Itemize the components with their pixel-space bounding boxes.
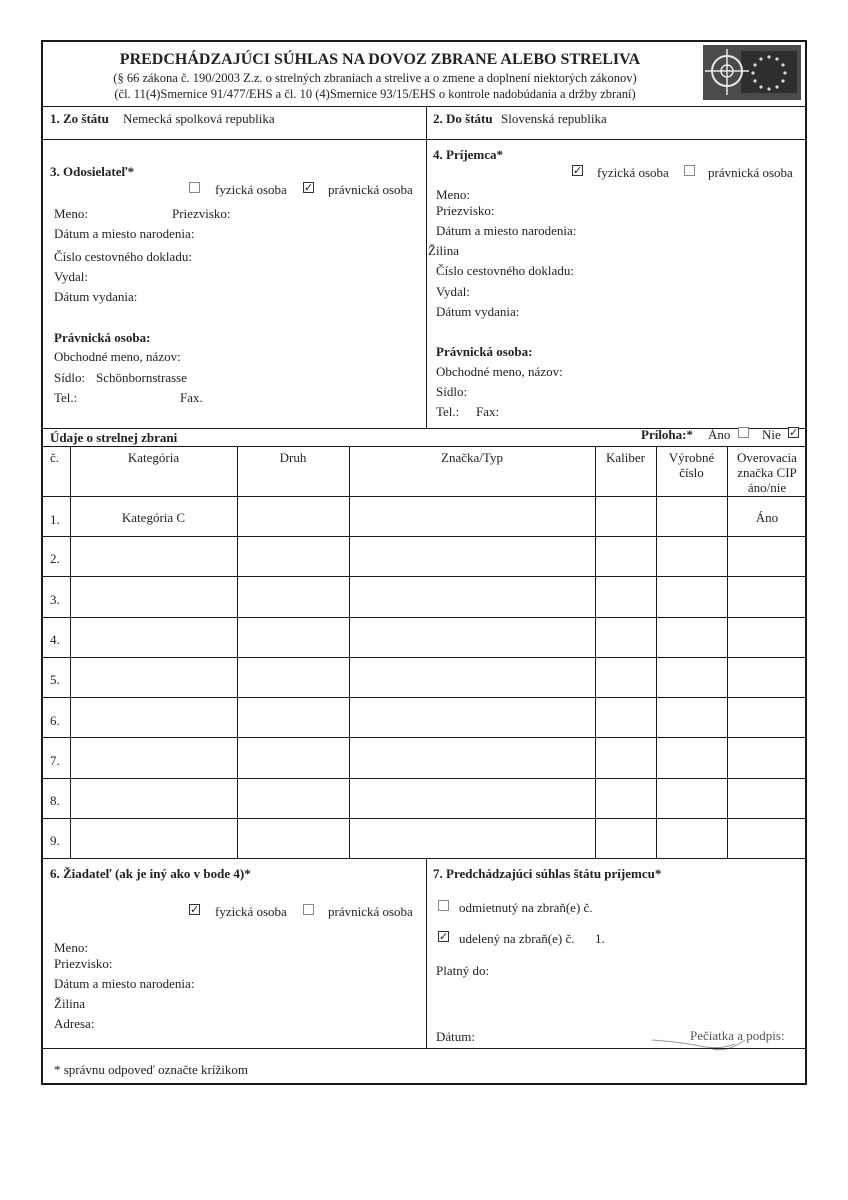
col-header-serial-2: číslo bbox=[679, 465, 704, 480]
recipient-birth-label: Dátum a miesto narodenia: bbox=[436, 223, 577, 238]
recipient-tel-label: Tel.: bbox=[436, 404, 460, 419]
sender-seat-label: Sídlo: bbox=[54, 370, 86, 385]
sender-legal-heading: Právnická osoba: bbox=[54, 330, 151, 345]
recipient-legal-person-label: právnická osoba bbox=[708, 165, 793, 180]
recipient-priezvisko-label: Priezvisko: bbox=[436, 203, 495, 218]
recipient-fax-label: Fax: bbox=[476, 404, 500, 419]
section1-label: 1. Zo štátu bbox=[50, 111, 109, 126]
sender-seat-value: Schönbornstrasse bbox=[96, 370, 187, 385]
section4-label: 4. Príjemca* bbox=[433, 147, 504, 162]
recipient-birth-place: Žilina bbox=[428, 243, 460, 258]
granted-weapon-number: 1. bbox=[595, 931, 605, 946]
sender-priezvisko-label: Priezvisko: bbox=[172, 206, 231, 221]
sender-issue-date-label: Dátum vydania: bbox=[54, 289, 138, 304]
recipient-passport-label: Číslo cestovného dokladu: bbox=[436, 263, 574, 278]
attachment-no-label: Nie bbox=[762, 427, 781, 442]
section6-label: 6. Žiadateľ (ak je iný ako v bode 4)* bbox=[50, 866, 251, 881]
table-row-number: 6. bbox=[50, 713, 60, 728]
stamp-signature-label: Pečiatka a podpis: bbox=[690, 1028, 785, 1043]
recipient-legal-heading: Právnická osoba: bbox=[436, 344, 533, 359]
recipient-company-name-label: Obchodné meno, názov: bbox=[436, 364, 563, 379]
table-row-number: 5. bbox=[50, 672, 60, 687]
signature-icon bbox=[650, 1032, 770, 1058]
recipient-issue-date-label: Dátum vydania: bbox=[436, 304, 520, 319]
table-row-category: Kategória C bbox=[121, 510, 186, 525]
granted-label: udelený na zbraň(e) č. bbox=[459, 931, 575, 946]
col-header-caliber: Kaliber bbox=[606, 450, 645, 465]
attachment-label: Príloha:* bbox=[641, 427, 693, 442]
recipient-seat-label: Sídlo: bbox=[436, 384, 468, 399]
section2-label: 2. Do štátu bbox=[433, 111, 493, 126]
table-row-number: 8. bbox=[50, 793, 60, 808]
section3-label: 3. Odosielateľ* bbox=[50, 164, 135, 179]
recipient-natural-person-checkbox[interactable]: ✓ bbox=[573, 164, 583, 177]
footer-note: * správnu odpoveď označte krížikom bbox=[54, 1062, 248, 1077]
recipient-issued-by-label: Vydal: bbox=[436, 284, 470, 299]
table-row-number: 7. bbox=[50, 753, 60, 768]
sender-fax-label: Fax. bbox=[180, 390, 203, 405]
sender-meno-label: Meno: bbox=[54, 206, 88, 221]
sender-passport-label: Číslo cestovného dokladu: bbox=[54, 249, 192, 264]
col-header-serial-1: Výrobné bbox=[668, 450, 715, 465]
col-header-type: Druh bbox=[279, 450, 307, 465]
weapons-title: Údaje o strelnej zbrani bbox=[50, 430, 178, 445]
applicant-birth-place: Žilina bbox=[54, 996, 86, 1011]
valid-until-label: Platný do: bbox=[436, 963, 490, 978]
col-header-number: č. bbox=[50, 450, 60, 465]
refused-label: odmietnutý na zbraň(e) č. bbox=[459, 900, 593, 915]
applicant-legal-person-checkbox[interactable] bbox=[303, 904, 314, 915]
attachment-no-checkbox[interactable]: ✓ bbox=[789, 426, 799, 439]
sender-natural-person-label: fyzická osoba bbox=[215, 182, 287, 197]
col-header-category: Kategória bbox=[127, 450, 180, 465]
refused-checkbox[interactable] bbox=[438, 900, 449, 911]
attachment-yes-label: Áno bbox=[708, 427, 731, 442]
applicant-birth-label: Dátum a miesto narodenia: bbox=[54, 976, 195, 991]
recipient-natural-person-label: fyzická osoba bbox=[597, 165, 669, 180]
sender-tel-label: Tel.: bbox=[54, 390, 78, 405]
sender-company-name-label: Obchodné meno, názov: bbox=[54, 349, 181, 364]
applicant-address-label: Adresa: bbox=[54, 1016, 95, 1031]
sender-issued-by-label: Vydal: bbox=[54, 269, 88, 284]
from-country-value: Nemecká spolková republika bbox=[123, 111, 275, 126]
table-row-number: 2. bbox=[50, 551, 60, 566]
col-header-cip-1: Overovacia bbox=[737, 450, 797, 465]
section7-label: 7. Predchádzajúci súhlas štátu príjemcu* bbox=[433, 866, 662, 881]
col-header-cip-3: áno/nie bbox=[747, 480, 787, 495]
sender-legal-person-label: právnická osoba bbox=[328, 182, 413, 197]
sender-legal-person-checkbox[interactable]: ✓ bbox=[304, 181, 314, 194]
granted-checkbox[interactable]: ✓ bbox=[439, 930, 449, 943]
recipient-meno-label: Meno: bbox=[436, 187, 470, 202]
applicant-legal-person-label: právnická osoba bbox=[328, 904, 413, 919]
legal-reference-1: (§ 66 zákona č. 190/2003 Z.z. o strelných zbraniach a strelive a o zmene a doplnení niektorých zákonov) bbox=[113, 71, 637, 85]
table-row-number: 3. bbox=[50, 592, 60, 607]
col-header-cip-2: značka CIP bbox=[737, 465, 797, 480]
recipient-legal-person-checkbox[interactable] bbox=[684, 165, 695, 176]
page-title: PREDCHÁDZAJÚCI SÚHLAS NA DOVOZ ZBRANE ALEBO STRELIVA bbox=[119, 51, 641, 68]
applicant-natural-person-label: fyzická osoba bbox=[215, 904, 287, 919]
table-row-number: 9. bbox=[50, 833, 60, 848]
table-row-number: 1. bbox=[50, 512, 60, 527]
applicant-priezvisko-label: Priezvisko: bbox=[54, 956, 113, 971]
to-country-value: Slovenská republika bbox=[501, 111, 607, 126]
applicant-natural-person-checkbox[interactable]: ✓ bbox=[190, 903, 200, 916]
eu-emblem-icon bbox=[703, 45, 801, 100]
table-row-cip: Áno bbox=[755, 510, 779, 525]
applicant-meno-label: Meno: bbox=[54, 940, 88, 955]
attachment-yes-checkbox[interactable] bbox=[738, 427, 749, 438]
sender-birth-label: Dátum a miesto narodenia: bbox=[54, 226, 195, 241]
date-label: Dátum: bbox=[436, 1029, 475, 1044]
table-row-number: 4. bbox=[50, 632, 60, 647]
sender-natural-person-checkbox[interactable] bbox=[189, 182, 200, 193]
col-header-brand: Značka/Typ bbox=[441, 450, 503, 465]
legal-reference-2: (čl. 11(4)Smernice 91/477/EHS a čl. 10 (4)Smernice 93/15/EHS o kontrole nadobúdania a držby zbraní) bbox=[114, 87, 636, 101]
